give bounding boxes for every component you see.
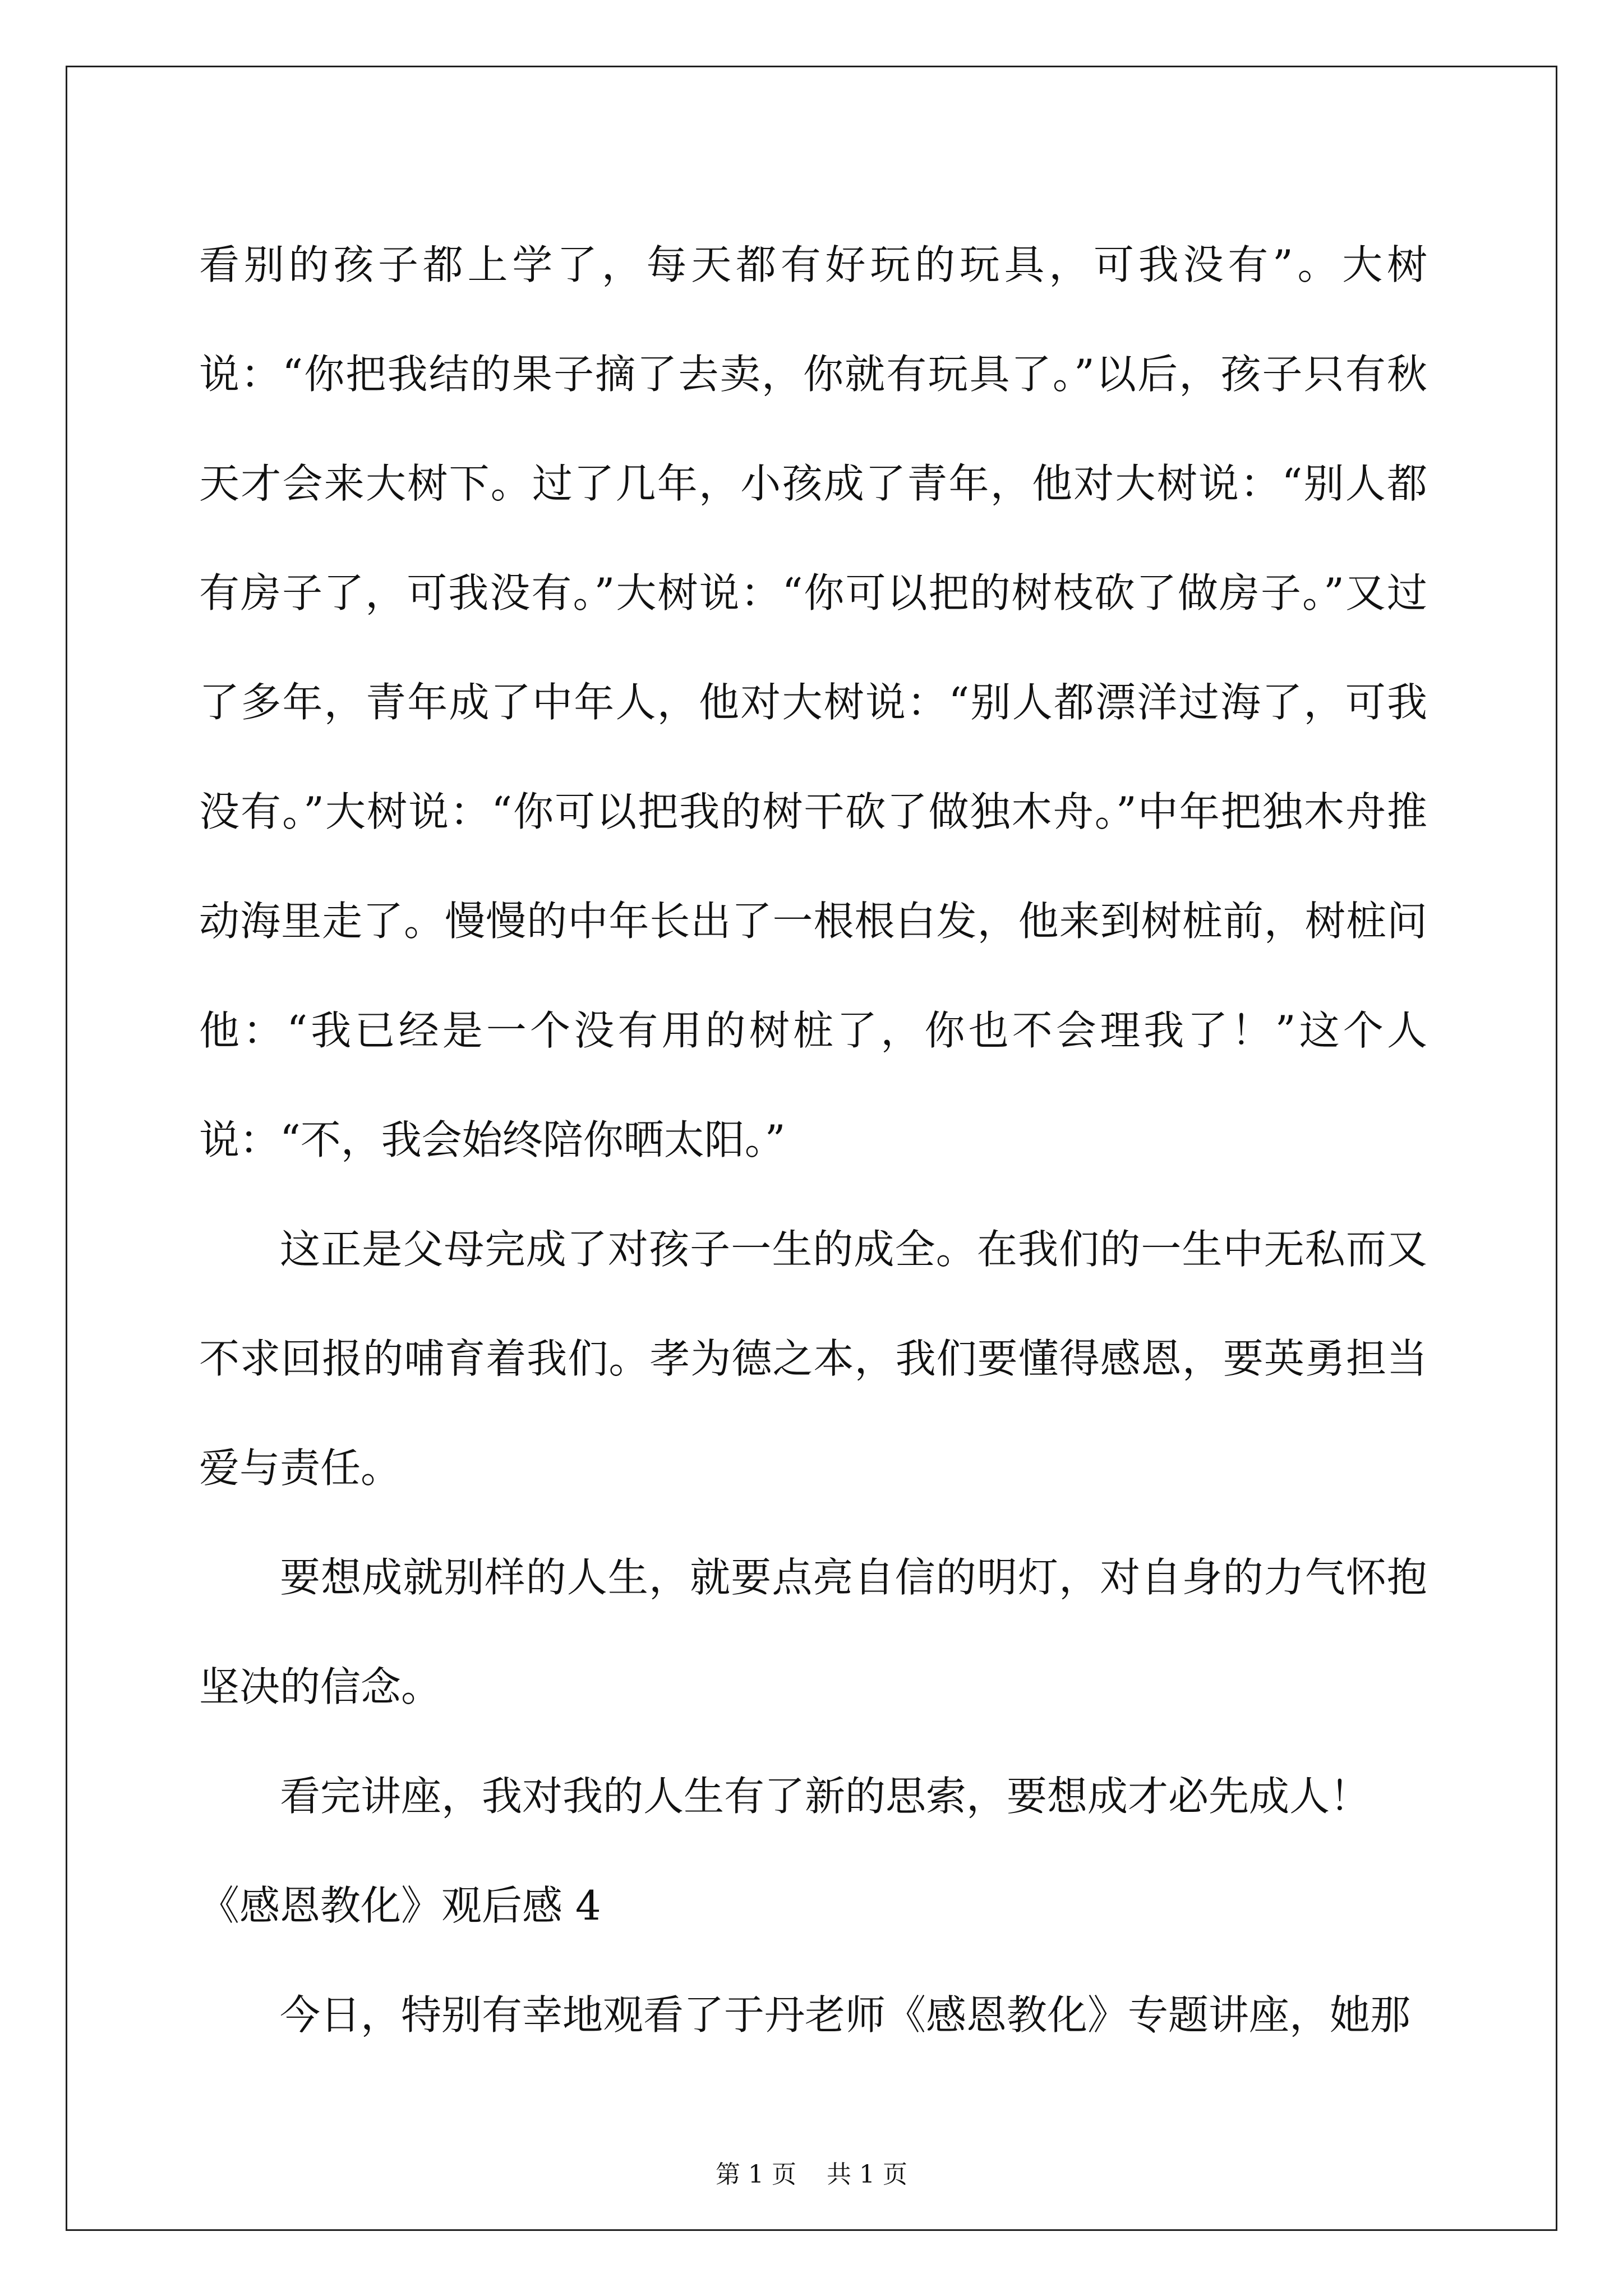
paragraph-2: 这正是父母完成了对孩子一生的成全。在我们的一生中无私而又不求回报的哺育着我们。孝为德之本，我们要懂得感恩，要英勇担当爱与责任。 [199, 1226, 1427, 1492]
paragraph-3: 要想成就别样的人生，就要点亮自信的明灯，对自身的力气怀抱坚决的信念。 [199, 1554, 1427, 1710]
paragraph-4: 看完讲座，我对我的人生有了新的思索，要想成才必先成人！ [280, 1773, 1371, 1820]
total-pages: 共 1 页 [827, 2160, 907, 2189]
document-body [199, 210, 1427, 2070]
page-number: 第 1 页 [716, 2160, 796, 2189]
page-footer [0, 2154, 1623, 2190]
paragraph-1: 看别的孩子都上学了，每天都有好玩的玩具，可我没有”。大树说：“你把我结的果子摘了去卖，你就有玩具了。”以后，孩子只有秋天才会来大树下。过了几年，小孩成了青年，他对大树说：“别人都有房子了，可我没有。”大树说：“你可以把的树枝砍了做房子。”又过了多年，青年成了中年人，他对大树说：“别人都漂洋过海了，可我没有。”大树说：“你可以把我的树干砍了做独木舟。”中年把独木舟推动海里走了。慢慢的中年长出了一根根白发，他来到树桩前，树桩问他：“我已经是一个没有用的树桩了，你也不会理我了！”这个人说：“不，我会始终陪你晒太阳。” [199, 241, 1427, 1163]
section-heading: 《感恩教化》观后感 4 [199, 1882, 601, 1929]
paragraph-5: 今日，特别有幸地观看了于丹老师《感恩教化》专题讲座，她那 [280, 1991, 1411, 2039]
